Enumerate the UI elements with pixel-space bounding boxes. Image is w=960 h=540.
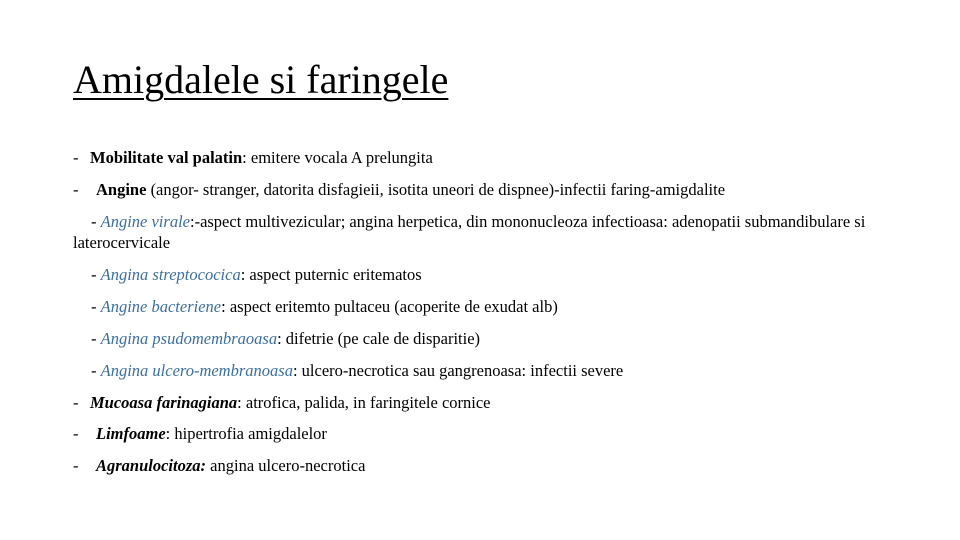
desc-mobilitate: : emitere vocala A prelungita: [242, 148, 433, 167]
desc-angina-streptococica: : aspect puternic eritematos: [240, 265, 422, 284]
bullet-mucoasa: [73, 392, 491, 413]
term-mobilitate: Mobilitate val palatin: [90, 148, 243, 167]
sub-dash: -: [91, 329, 101, 348]
term-mucoasa: Mucoasa farinagiana: [90, 393, 238, 412]
sub-angina-psudomembraoasa: [73, 328, 480, 349]
desc-mucoasa: : atrofica, palida, in faringitele cornice: [237, 393, 491, 412]
desc-angine-bacteriene: : aspect eritemto pultaceu (acoperite de exudat alb): [221, 297, 558, 316]
sub-dash: -: [91, 212, 101, 231]
sub-dash: -: [91, 361, 101, 380]
bullet-agranulocitoza: [73, 455, 365, 476]
term-angine: Angine: [96, 180, 147, 199]
term-angina-ulcero-membranoasa: Angina ulcero-membranoasa: [100, 361, 293, 380]
sub-angine-virale: [73, 211, 893, 253]
bullet-dash: -: [73, 180, 79, 199]
term-angina-streptococica: Angina streptococica: [100, 265, 241, 284]
bullet-angine: [73, 179, 725, 200]
bullet-mobilitate: [73, 147, 433, 168]
term-agranulocitoza: Agranulocitoza:: [96, 456, 207, 475]
bullet-dash: -: [73, 148, 79, 167]
desc-agranulocitoza: angina ulcero-necrotica: [206, 456, 366, 475]
sub-angina-streptococica: [73, 264, 422, 285]
desc-limfoame: : hipertrofia amigdalelor: [165, 424, 327, 443]
bullet-dash: -: [73, 456, 79, 475]
sub-dash: -: [91, 265, 101, 284]
term-angina-psudomembraoasa: Angina psudomembraoasa: [100, 329, 278, 348]
bullet-limfoame: [73, 423, 327, 444]
desc-angina-psudomembraoasa: : difetrie (pe cale de disparitie): [277, 329, 481, 348]
term-angine-bacteriene: Angine bacteriene: [100, 297, 222, 316]
bullet-dash: -: [73, 393, 79, 412]
sub-angine-bacteriene: [73, 296, 558, 317]
slide-title: Amigdalele si faringele: [73, 57, 449, 102]
term-angine-virale: Angine virale: [100, 212, 190, 231]
desc-angina-ulcero-membranoasa: : ulcero-necrotica sau gangrenoasa: infectii severe: [292, 361, 624, 380]
sub-dash: -: [91, 297, 101, 316]
desc-angine-virale: :-aspect multivezicular; angina herpetica, din mononucleoza infectioasa: adenopatii submandibulare si laterocervicale: [73, 212, 866, 252]
sub-angina-ulcero-membranoasa: [73, 360, 623, 381]
term-limfoame: Limfoame: [96, 424, 166, 443]
bullet-dash: -: [73, 424, 79, 443]
desc-angine: (angor- stranger, datorita disfagieii, isotita uneori de dispnee)-infectii faring-amigdalite: [146, 180, 726, 199]
